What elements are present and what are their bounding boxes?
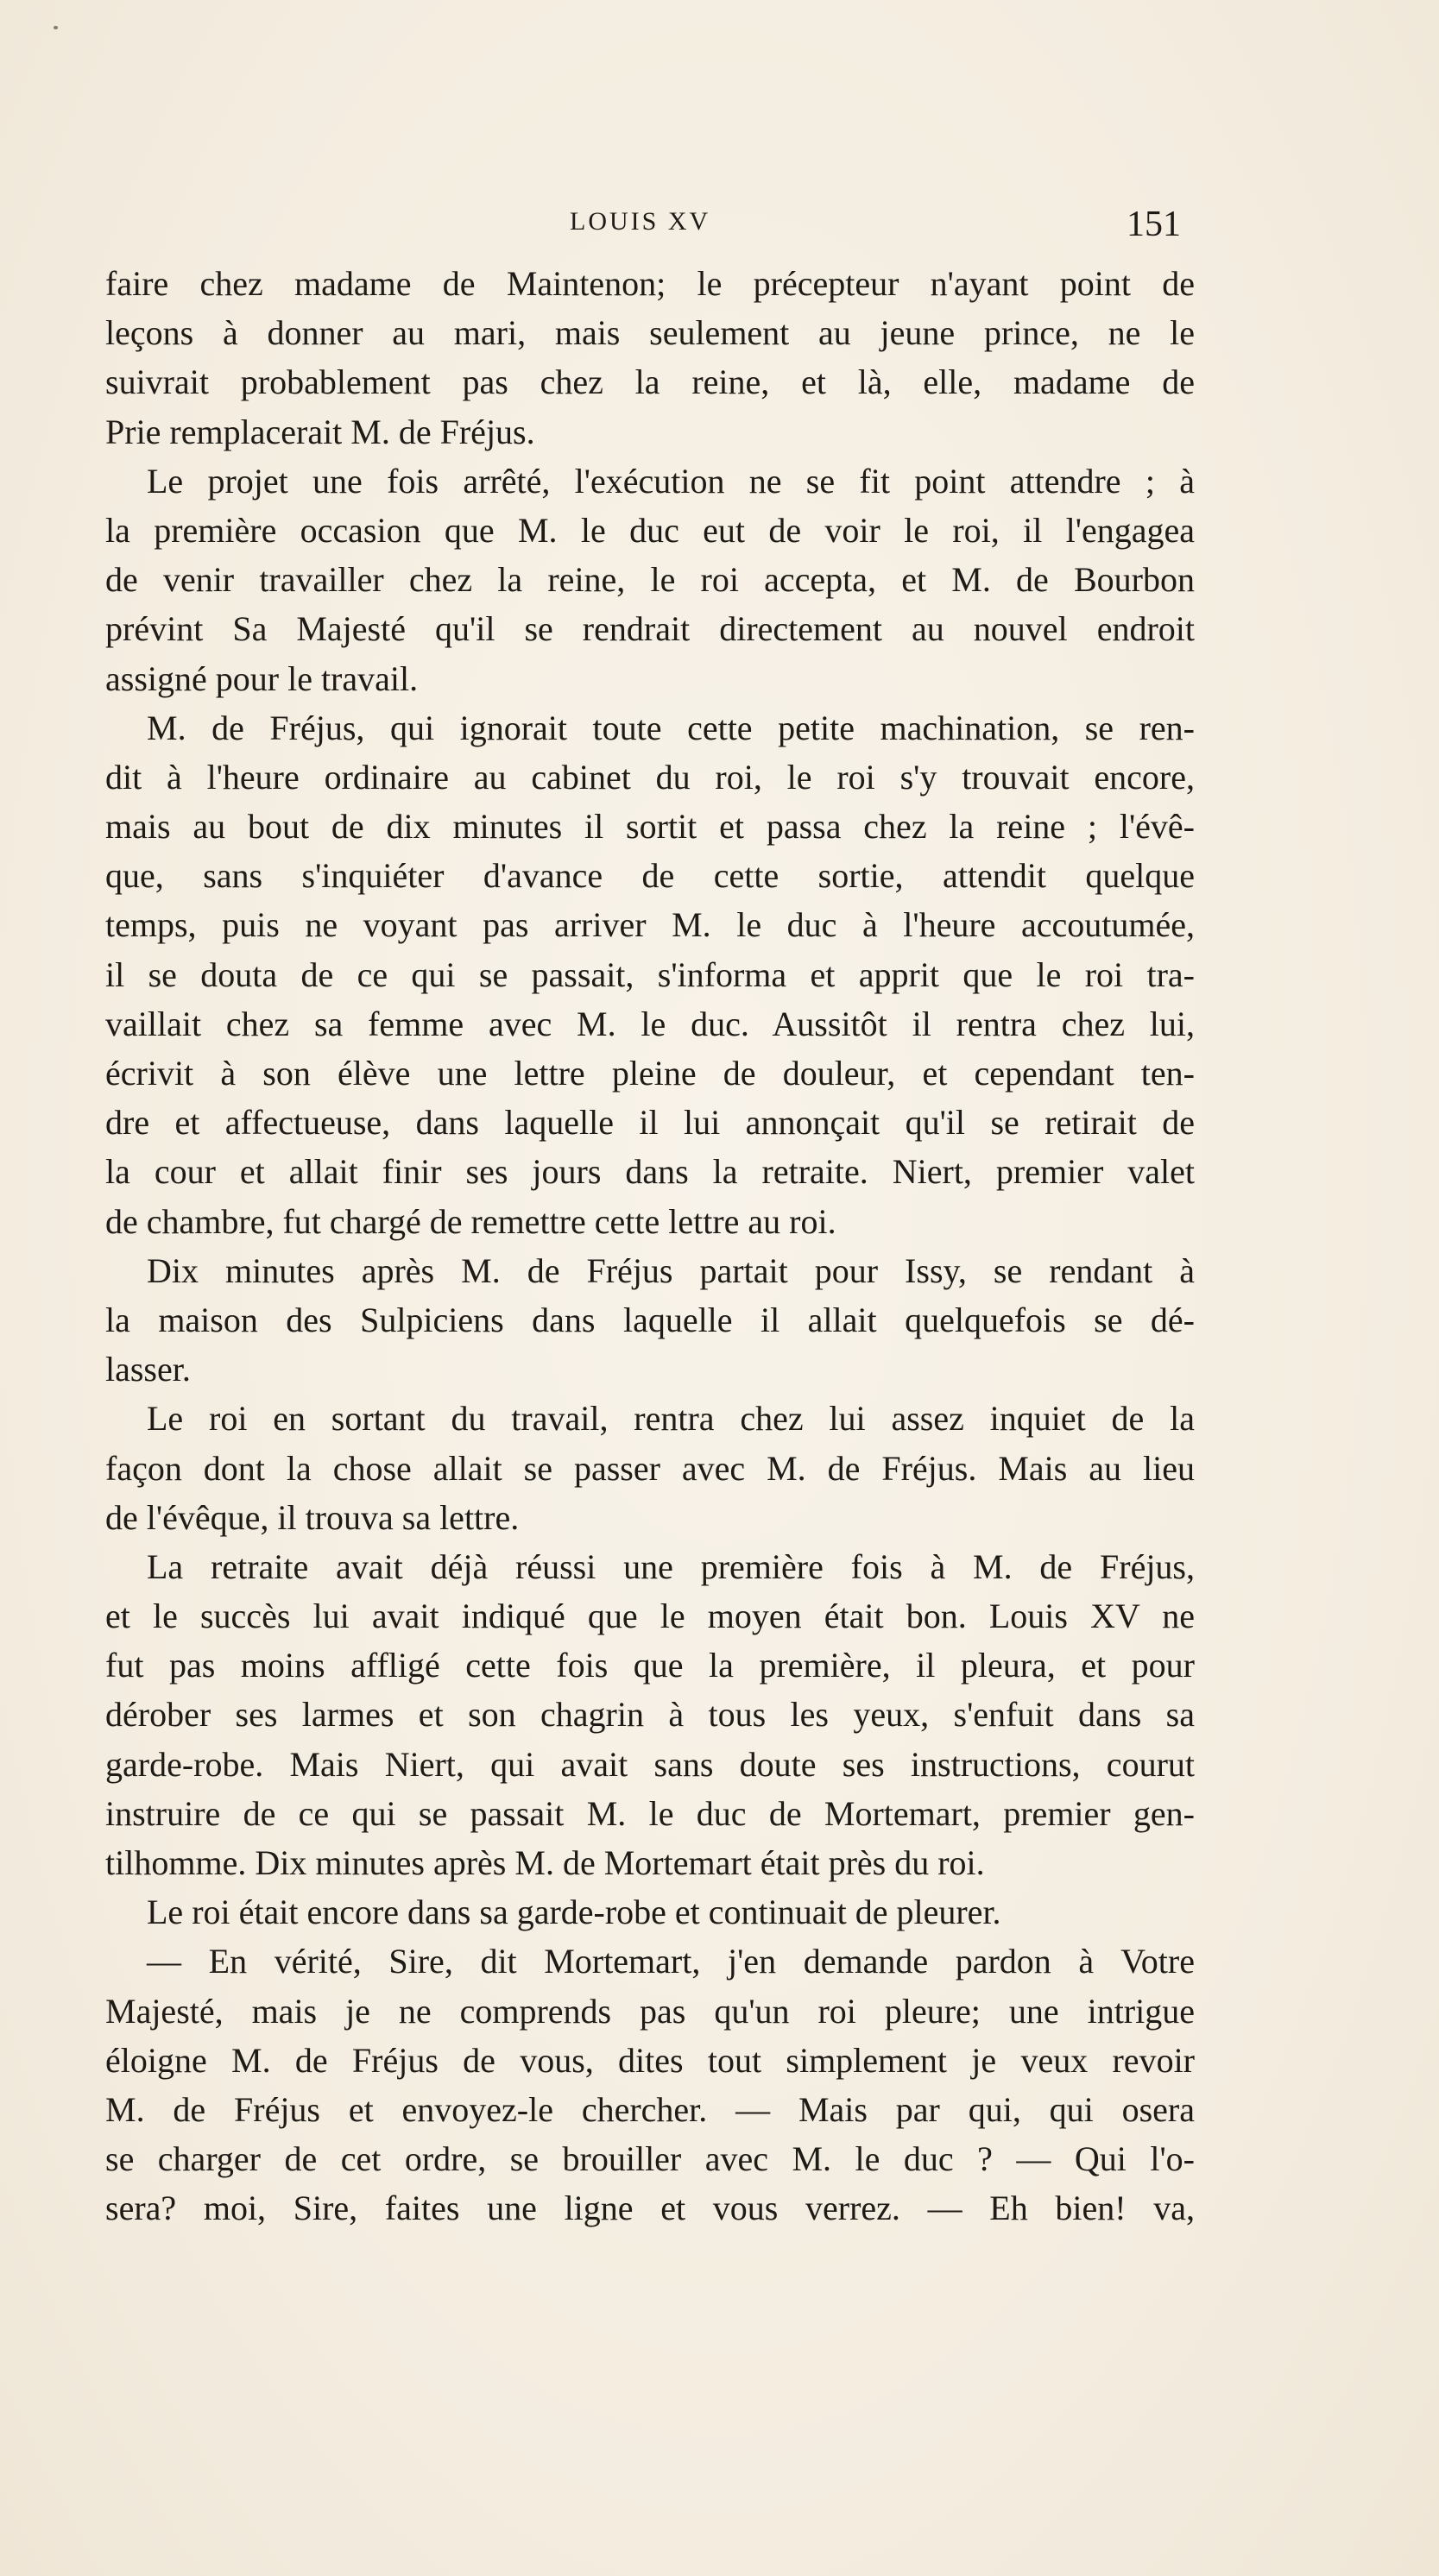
paper-speck (54, 26, 58, 29)
text-line: sera? moi, Sire, faites une ligne et vous verrez. — Eh bien! va, (105, 2189, 1195, 2228)
text-line: garde-robe. Mais Niert, qui avait sans doute ses instructions, courut (105, 1744, 1195, 1784)
text-line: écrivit à son élève une lettre pleine de douleur, et cependant ten- (105, 1054, 1195, 1093)
paragraph (105, 1542, 1195, 1887)
text-line: — En vérité, Sire, dit Mortemart, j'en demande pardon à Votre (147, 1942, 1195, 1981)
page-number: 151 (1127, 205, 1181, 244)
text-line: la maison des Sulpiciens dans laquelle il allait quelquefois se dé- (105, 1300, 1195, 1339)
paragraph (105, 1394, 1195, 1542)
paragraph (105, 457, 1195, 703)
text-line: Le roi était encore dans sa garde-robe et continuait de pleurer. (147, 1893, 1001, 1932)
paragraph (105, 703, 1195, 1246)
text-line: Prie remplacerait M. de Fréjus. (105, 412, 535, 451)
text-line: prévint Sa Majesté qu'il se rendrait directement au nouvel endroit (105, 609, 1195, 649)
text-line: dérober ses larmes et son chagrin à tous les yeux, s'enfuit dans sa (105, 1695, 1195, 1735)
text-line: se charger de cet ordre, se brouiller avec M. le duc ? — Qui l'o- (105, 2139, 1195, 2179)
text-line: Le roi en sortant du travail, rentra chez lui assez inquiet de la (147, 1399, 1195, 1439)
text-line: dit à l'heure ordinaire au cabinet du roi, le roi s'y trouvait encore, (105, 757, 1195, 797)
text-line: la cour et allait finir ses jours dans la retraite. Niert, premier valet (105, 1152, 1195, 1192)
text-line: éloigne M. de Fréjus de vous, dites tout simplement je veux revoir (105, 2040, 1195, 2080)
text-line: suivrait probablement pas chez la reine, et là, elle, madame de (105, 362, 1195, 402)
text-line: leçons à donner au mari, mais seulement au jeune prince, ne le (105, 313, 1195, 353)
text-line: la première occasion que M. le duc eut de voir le roi, il l'engagea (105, 510, 1195, 550)
text-line: de l'évêque, il trouva sa lettre. (105, 1497, 520, 1537)
text-line: instruire de ce qui se passait M. le duc de Mortemart, premier gen- (105, 1793, 1195, 1833)
text-line: façon dont la chose allait se passer avec M. de Fréjus. Mais au lieu (105, 1448, 1195, 1488)
text-line: M. de Fréjus, qui ignorait toute cette petite machination, se ren- (147, 708, 1195, 747)
text-line: fut pas moins affligé cette fois que la première, il pleura, et pour (105, 1646, 1195, 1685)
paragraph (105, 1246, 1195, 1395)
paragraph (105, 1887, 1195, 1937)
text-line: assigné pour le travail. (105, 658, 419, 698)
text-line: il se douta de ce qui se passait, s'informa et apprit que le roi tra- (105, 954, 1195, 994)
text-line: M. de Fréjus et envoyez-le chercher. — Mais par qui, qui osera (105, 2089, 1195, 2129)
paragraph (105, 259, 1195, 457)
text-line: lasser. (105, 1350, 191, 1389)
text-line: Majesté, mais je ne comprends pas qu'un roi pleure; une intrigue (105, 1991, 1195, 2031)
text-line: faire chez madame de Maintenon; le précepteur n'ayant point de (105, 264, 1195, 303)
text-line: de venir travailler chez la reine, le roi accepta, et M. de Bourbon (105, 560, 1195, 600)
text-line: dre et affectueuse, dans laquelle il lui annonçait qu'il se retirait de (105, 1103, 1195, 1143)
text-line: temps, puis ne voyant pas arriver M. le duc à l'heure accoutumée, (105, 905, 1195, 945)
running-header (0, 204, 1439, 247)
text-line: Dix minutes après M. de Fréjus partait pour Issy, se rendant à (147, 1250, 1195, 1290)
paragraph (105, 1937, 1195, 2233)
text-line: La retraite avait déjà réussi une première fois à M. de Fréjus, (147, 1546, 1195, 1586)
text-line: Le projet une fois arrêté, l'exécution ne se fit point attendre ; à (147, 461, 1195, 501)
text-line: que, sans s'inquiéter d'avance de cette sortie, attendit quelque (105, 856, 1195, 896)
text-line: mais au bout de dix minutes il sortit et passa chez la reine ; l'évê- (105, 807, 1195, 847)
text-line: vaillait chez sa femme avec M. le duc. Aussitôt il rentra chez lui, (105, 1004, 1195, 1043)
running-title: LOUIS XV (570, 207, 711, 236)
body-text (105, 259, 1195, 2233)
text-line: et le succès lui avait indiqué que le moyen était bon. Louis XV ne (105, 1597, 1195, 1636)
text-line: tilhomme. Dix minutes après M. de Mortemart était près du roi. (105, 1843, 985, 1882)
text-line: de chambre, fut chargé de remettre cette lettre au roi. (105, 1201, 836, 1241)
